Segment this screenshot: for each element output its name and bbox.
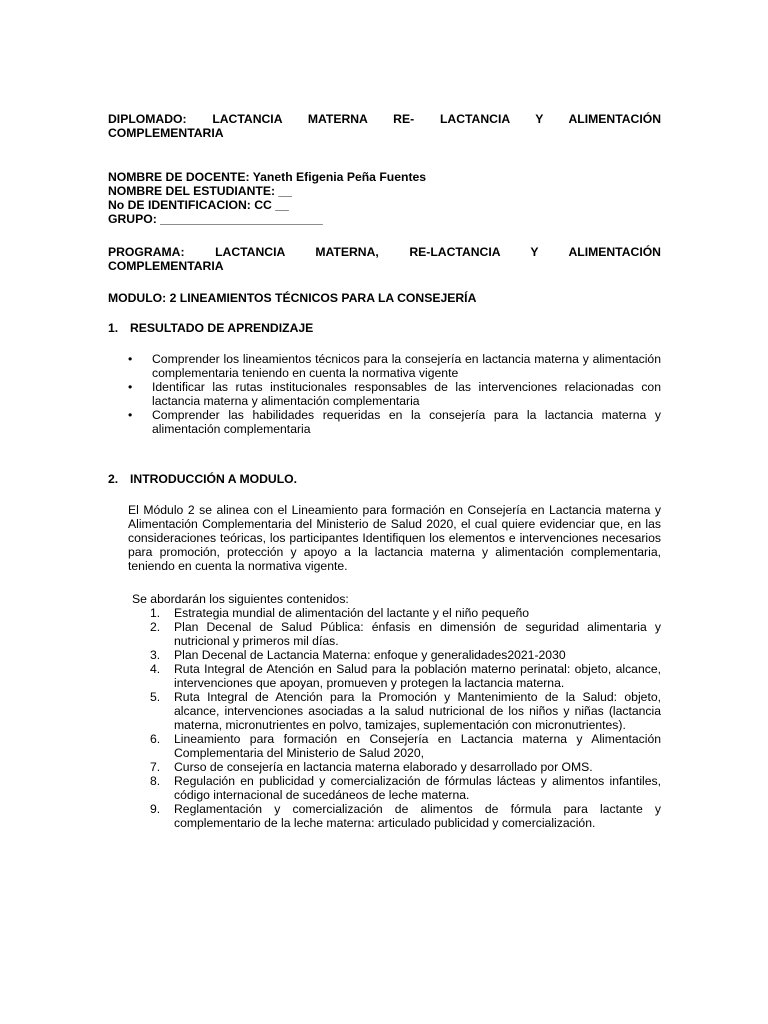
list-item-number: 9. xyxy=(150,802,161,816)
section-2-number: 2. xyxy=(108,472,119,486)
list-item-number: 5. xyxy=(150,690,161,704)
docente-line xyxy=(108,170,661,184)
list-item-number: 6. xyxy=(150,732,161,746)
list-item xyxy=(132,732,661,760)
student-info xyxy=(108,170,661,226)
list-item xyxy=(132,690,661,732)
list-item xyxy=(132,606,661,620)
list-item-text: Curso de consejería en lactancia materna elaborado y desarrollado por OMS. xyxy=(174,760,593,774)
list-item xyxy=(128,380,661,408)
docente-label: NOMBRE DE DOCENTE: xyxy=(108,170,250,184)
section-1-number: 1. xyxy=(108,321,119,335)
list-item xyxy=(132,760,661,774)
estudiante-line: NOMBRE DEL ESTUDIANTE: __ xyxy=(108,184,292,198)
list-item-text: Ruta Integral de Atención para la Promoción y Mantenimiento de la Salud: objeto, alcance, intervenciones asociadas a la salud nutricional de los niños y niñas (lactancia materna, micronutrientes en polvo, tamizajes, suplementación con micronutrientes). xyxy=(174,690,661,732)
list-item xyxy=(128,408,661,436)
list-item xyxy=(132,802,661,830)
contents-list xyxy=(132,606,661,830)
list-item-text: Plan Decenal de Salud Pública: énfasis en dimensión de seguridad alimentaria y nutricional y primeros mil días. xyxy=(174,620,661,648)
intro-paragraph: El Módulo 2 se alinea con el Lineamiento para formación en Consejería en Lactancia materna y Alimentación Complementaria del Ministerio de Salud 2020, el cual quiere evidenciar que, en las consideraciones teóricas, los participantes Identifiquen los elementos e intervenciones necesarios para promoción, protección y apoyo a la lactancia materna y alimentación complementaria, teniendo en cuenta la normativa vigente. xyxy=(128,503,661,573)
bullet-icon: • xyxy=(128,352,133,366)
bullet-icon: • xyxy=(128,380,133,394)
list-item-number: 4. xyxy=(150,662,161,676)
list-item-text: Reglamentación y comercialización de alimentos de fórmula para lactante y complementario de la leche materna: articulado publicidad y comercialización. xyxy=(174,802,661,830)
list-item-text: Regulación en publicidad y comercialización de fórmulas lácteas y alimentos infantiles, código internacional de sucedáneos de leche materna. xyxy=(174,774,661,802)
grupo-line: GRUPO: ________________________ xyxy=(108,212,323,226)
list-item xyxy=(128,352,661,380)
list-item xyxy=(132,662,661,690)
bullet-icon: • xyxy=(128,408,133,422)
list-item-text: Ruta Integral de Atención en Salud para la población materno perinatal: objeto, alcance, intervenciones que apoyan, promueven y protegen la lactancia materna. xyxy=(174,662,661,690)
list-item-number: 2. xyxy=(150,620,161,634)
list-item xyxy=(132,620,661,648)
diplomado-title-line1: DIPLOMADO: LACTANCIA MATERNA RE- LACTANCIA Y ALIMENTACIÓN xyxy=(108,112,661,126)
section-2-title: INTRODUCCIÓN A MODULO. xyxy=(130,472,297,486)
list-item-text: Comprender los lineamientos técnicos para la consejería en lactancia materna y alimentación complementaria teniendo en cuenta la normativa vigente xyxy=(152,352,661,380)
modulo-prefix: MODULO: 2 xyxy=(108,291,177,305)
programa-title-line2: COMPLEMENTARIA xyxy=(108,259,224,273)
list-item-number: 7. xyxy=(150,760,161,774)
identificacion-line: No DE IDENTIFICACION: CC __ xyxy=(108,198,289,212)
learning-outcomes-list xyxy=(128,352,661,436)
programa-title xyxy=(108,245,661,273)
section-2-heading xyxy=(108,472,661,486)
docente-name: Yaneth Efigenia Peña Fuentes xyxy=(252,170,427,184)
list-item-number: 3. xyxy=(150,648,161,662)
list-item xyxy=(132,648,661,662)
list-item-text: Identificar las rutas institucionales responsables de las intervenciones relacionadas con lactancia materna y alimentación complementaria xyxy=(152,380,661,408)
list-item-number: 1. xyxy=(150,606,161,620)
contents-intro: Se abordarán los siguientes contenidos: xyxy=(132,592,349,606)
list-item-number: 8. xyxy=(150,774,161,788)
modulo-title xyxy=(108,291,661,305)
list-item-text: Lineamiento para formación en Consejería en Lactancia materna y Alimentación Complementaria del Ministerio de Salud 2020, xyxy=(174,732,661,760)
modulo-name: LINEAMIENTOS TÉCNICOS PARA LA CONSEJERÍA xyxy=(179,291,477,305)
section-1-title: RESULTADO DE APRENDIZAJE xyxy=(130,321,314,335)
diplomado-title xyxy=(108,112,661,140)
diplomado-title-line2: COMPLEMENTARIA xyxy=(108,126,224,140)
list-item-text: Plan Decenal de Lactancia Materna: enfoque y generalidades2021-2030 xyxy=(174,648,566,662)
list-item-text: Estrategia mundial de alimentación del lactante y el niño pequeño xyxy=(174,606,530,620)
section-1-heading xyxy=(108,321,661,335)
list-item-text: Comprender las habilidades requeridas en la consejería para la lactancia materna y alimentación complementaria xyxy=(152,408,661,436)
programa-title-line1: PROGRAMA: LACTANCIA MATERNA, RE-LACTANCIA Y ALIMENTACIÓN xyxy=(108,245,661,259)
list-item xyxy=(132,774,661,802)
